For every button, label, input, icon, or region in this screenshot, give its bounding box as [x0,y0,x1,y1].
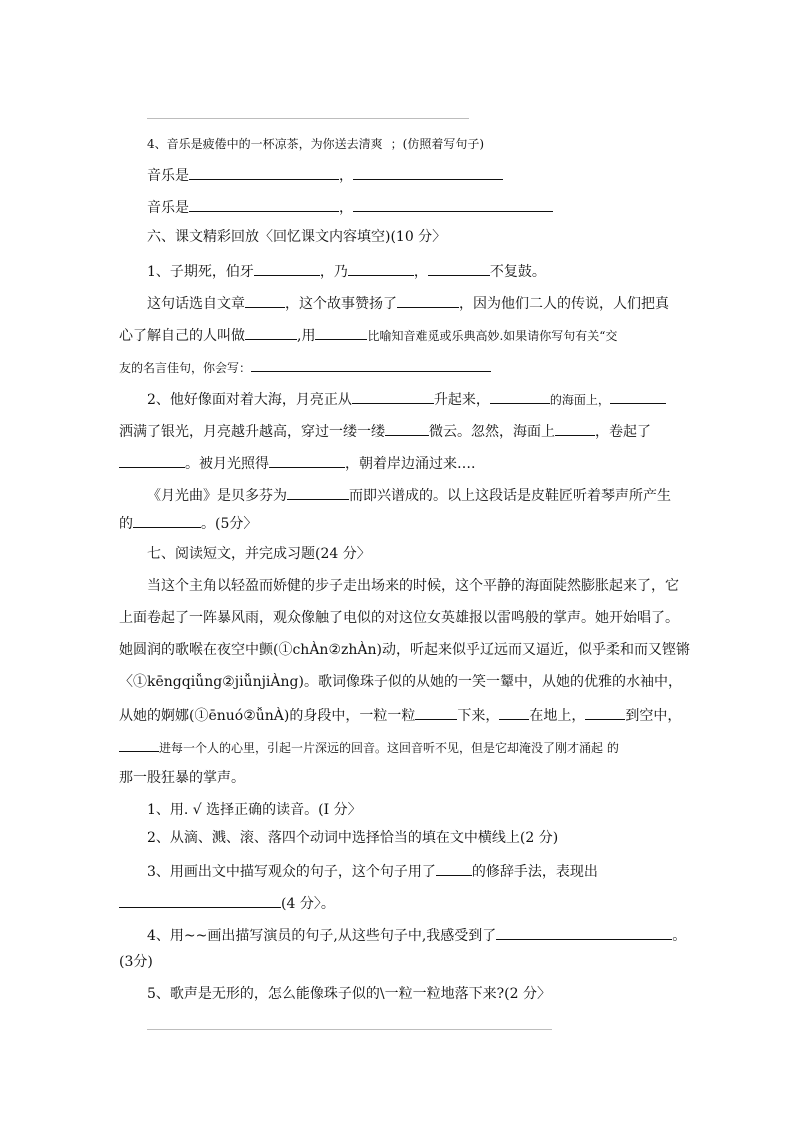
s7-q4-text-b: 。 [672,928,687,944]
q4-line1-sep: ， [339,168,353,184]
s6-p2-text-b: 而即兴谱成的。以上这段话是皮鞋匠听着琴声所产生 [349,488,671,504]
answer-blank[interactable] [315,325,367,340]
s6-p1-text-e: ,用 [297,328,316,344]
passage-text-6b: 进每一个人的心里，引起一片深远的回音。这回音听不见，但是它却淹没了刚才涌起 的 [159,741,619,755]
s6-p1-line-1 [147,293,669,313]
s6-p1-text-d: 心了解自己的人叫做 [119,328,245,344]
s7-q3-text-c: (4 分〉。 [281,896,335,912]
s6-p1-text-b: ，这个故事赞扬了 [285,296,397,312]
s6-q2-text-h: ，朝着岸边涌过来…. [345,456,476,472]
s6-q2-line-3 [119,453,475,473]
passage-line-2: 上面卷起了一阵暴风雨，观众像触了电似的对这位女英雄报以雷鸣般的掌声。她开始唱了。 [119,610,679,626]
answer-blank[interactable] [251,357,491,372]
s6-p2-line-2 [119,513,257,533]
answer-blank[interactable] [254,261,320,276]
s6-q1-text-b: ，乃 [319,264,348,280]
section-7-title: 七、阅读短文，并完成习题(24 分〉 [147,546,371,562]
s6-q2-text-b: 升起来， [433,392,490,408]
q4-line2-prefix: 音乐是 [147,200,189,216]
s6-q2-line-1 [147,389,666,409]
answer-blank[interactable] [415,705,457,720]
s6-q2-text-a: 2、他好像面对着大海，月亮正从 [147,392,352,408]
q4-answer-line-1 [147,165,503,185]
section-6-title: 六、课文精彩回放〈回忆课文内容填空)(10 分〉 [147,229,447,245]
q4-line1-prefix: 音乐是 [147,168,189,184]
s7-question-3 [147,861,598,881]
s6-q1 [147,261,546,281]
passage-text-5c: 在地上， [529,708,586,724]
s6-p1-text-a: 这句话选自文章 [147,296,245,312]
s6-q1-text-a: 1、子期死，伯牙 [147,264,254,280]
s7-question-5: 5、歌声是无形的，怎么能像珠子似的\一粒一粒地落下来?(2 分〉 [147,986,551,1002]
q4-line2-sep: ， [339,200,353,216]
answer-blank[interactable] [245,293,285,308]
s6-q1-text-d: 不复鼓。 [489,264,546,280]
answer-blank[interactable] [490,389,550,404]
passage-line-7: 那一股狂暴的掌声。 [119,770,245,786]
answer-blank[interactable] [119,737,159,752]
s6-p2-text-c: 的 [119,516,133,532]
s7-question-4-score: (3分) [119,954,153,970]
q4-answer-line-2 [147,197,553,217]
q4-prompt [147,135,484,153]
passage-text-5a: 从她的婀娜(①ēnuó②ǚnÀ)的身段中，一粒一粒 [119,708,416,724]
s6-q1-text-c: ， [413,264,428,280]
s7-q3-text-b: 的修辞手法，表现出 [471,864,598,880]
s6-p2-line-1 [147,485,671,505]
answer-blank[interactable] [353,165,503,180]
answer-blank[interactable] [348,261,414,276]
answer-blank[interactable] [269,453,345,468]
s6-p1-line-2 [119,325,617,345]
answer-blank[interactable] [119,453,185,468]
answer-blank[interactable] [428,261,490,276]
passage-text-5b: 下来， [457,708,500,724]
answer-blank[interactable] [397,293,459,308]
answer-blank[interactable] [436,861,472,876]
s6-q2-line-2 [119,421,651,441]
passage-line-5 [119,705,681,725]
s6-q2-text-f: ，卷起了 [595,424,651,440]
s7-question-3-cont [119,893,335,913]
s6-p1-text-c: ，因为他们二人的传说，人们把真 [459,296,669,312]
answer-blank[interactable] [555,421,595,436]
passage-line-3: 她圆润的歌喉在夜空中颤(①chÀn②zhÀn)动，听起来似乎辽远而又逼近，似乎柔和而又铿锵 [119,642,690,658]
s6-p2-text-d: 。(5分〉 [201,516,258,532]
answer-blank[interactable] [245,325,297,340]
top-divider [147,118,469,119]
s6-p1-text-f: 比喻知音难觅或乐典高妙.如果请你写句有关“交 [367,329,618,343]
answer-blank[interactable] [353,197,553,212]
answer-blank[interactable] [585,705,625,720]
s7-question-1: 1、用. √ 选择正确的读音。(I 分〉 [147,802,362,818]
answer-blank[interactable] [287,485,349,500]
s6-q2-text-d: 洒满了银光，月亮越升越高，穿过一缕一缕 [119,424,385,440]
s7-question-2: 2、从滴、溅、滚、落四个动词中选择恰当的填在文中横线上(2 分) [147,830,559,846]
passage-line-1: 当这个主角以轻盈而娇健的步子走出场来的时候，这个平静的海面陡然膨胀起来了，它 [147,578,679,594]
answer-blank[interactable] [189,165,339,180]
s6-p2-text-a: 《月光曲》是贝多芬为 [147,488,287,504]
passage-line-6 [119,737,619,757]
answer-blank[interactable] [496,925,672,940]
answer-blank[interactable] [385,421,429,436]
q4-prompt-note: ；(仿照着写句子) [390,137,485,151]
s6-q2-text-c: 的海面上， [549,393,610,407]
answer-blank[interactable] [189,197,339,212]
answer-blank[interactable] [499,705,529,720]
answer-blank[interactable] [119,893,281,908]
answer-blank[interactable] [610,389,666,404]
s6-q2-text-g: 。被月光照得 [185,456,269,472]
s7-q3-text-a: 3、用画出文中描写观众的句子，这个句子用了 [147,864,436,880]
s7-question-4 [147,925,686,945]
bottom-divider [147,1029,552,1030]
s6-p1-text-g: 友的名言佳句，你会写： [119,361,252,375]
q4-prompt-text: 4、音乐是疲倦中的一杯凉茶，为你送去清爽 [147,137,383,151]
answer-blank[interactable] [352,389,434,404]
s7-q4-text-a: 4、用~~画出描写演员的句子,从这些句子中,我感受到了 [147,928,497,944]
passage-text-5d: 到空中， [625,708,682,724]
answer-blank[interactable] [133,513,201,528]
s6-p1-line-3 [119,357,491,377]
passage-line-4: 〈①kēngqiǚng②jiǚnjiÀng)。歌词像珠子似的从她的一笑一颦中，从她的优雅的水袖中， [119,674,682,690]
s6-q2-text-e: 微云。忽然，海面上 [429,424,555,440]
